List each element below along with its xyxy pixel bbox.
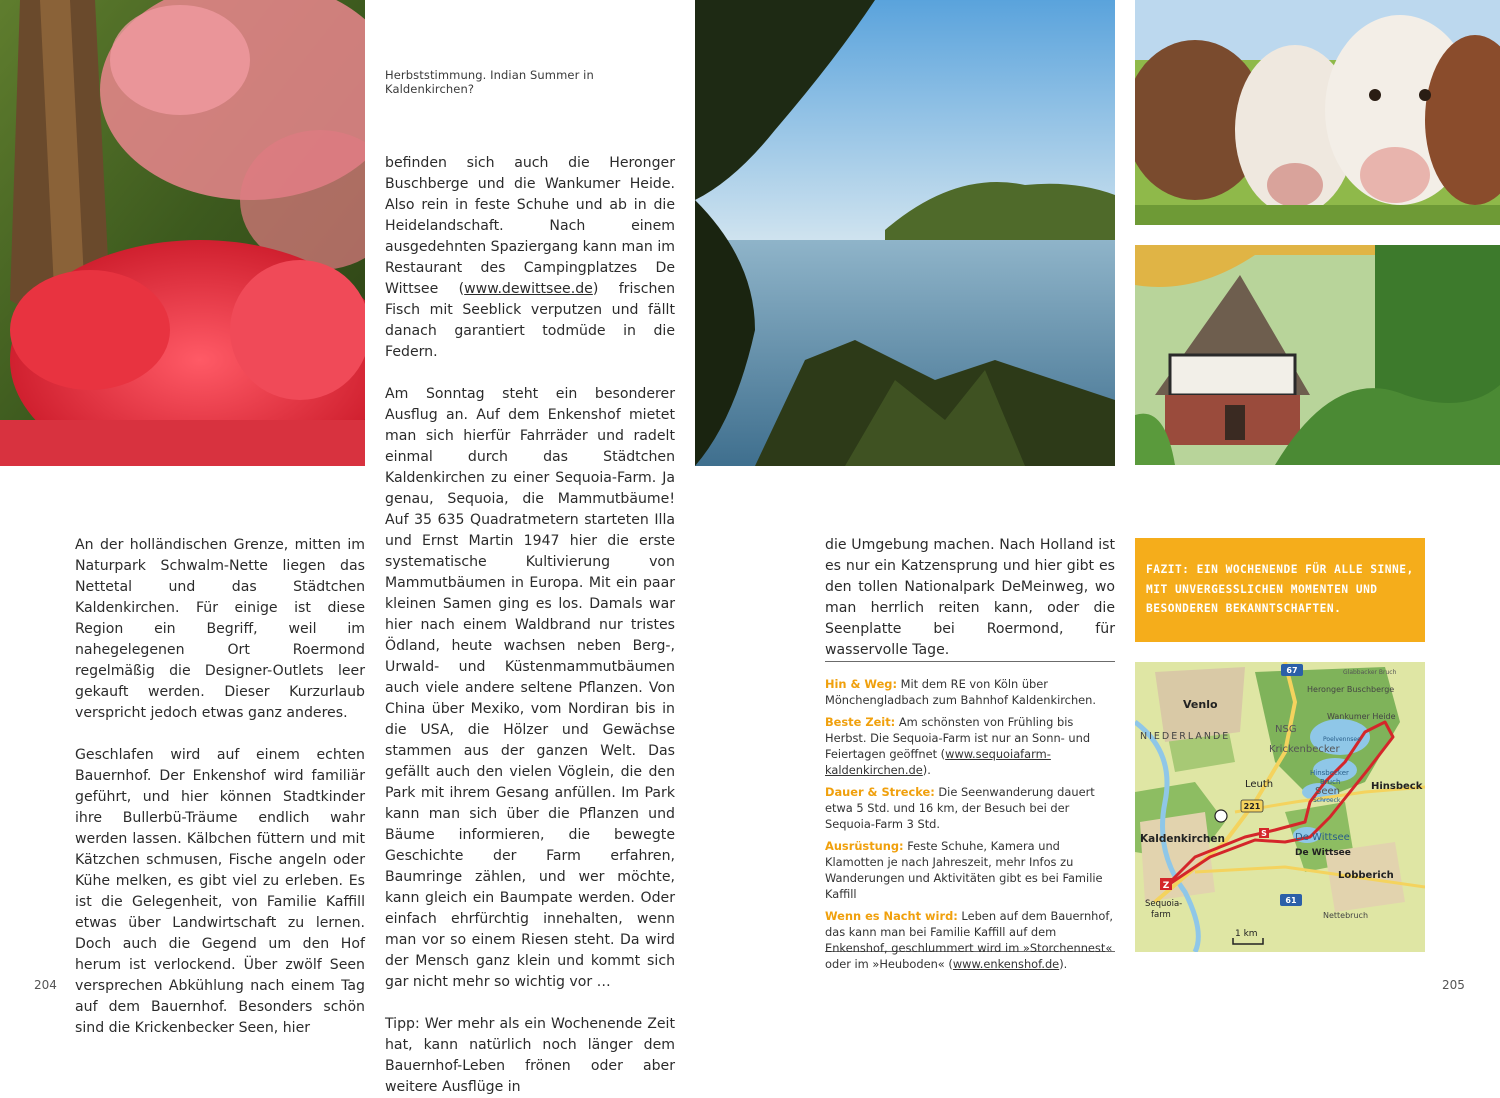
farmhouse-photo: [1135, 245, 1500, 465]
map-urban: [1140, 812, 1215, 902]
info-text-after: ).: [1059, 957, 1068, 971]
map-label-sequoia-1: Sequoia-: [1145, 899, 1183, 909]
fazit-line: MIT UNVERGESSLICHEN MOMENTEN UND: [1146, 582, 1378, 596]
road-badge-61-label: 61: [1285, 896, 1297, 905]
info-item: [825, 908, 1115, 972]
map-label-wankumer: Wankumer Heide: [1327, 712, 1396, 721]
page-number-right: 205: [1442, 978, 1465, 992]
info-box: [825, 661, 1115, 971]
info-text-after: ).: [922, 763, 931, 777]
info-label: Dauer & Strecke:: [825, 785, 935, 799]
lake-photo: [695, 0, 1115, 466]
paragraph: Am Sonntag steht ein besonderer Ausflug an. Auf dem Enkenshof mietet man sich hierfür Fahrräder und radelt einmal durch das Städtchen Kaldenkirchen zu einer Sequoia-Farm. Ja genau, Sequoia, die Mammutbäume! Auf 35 635 Quadratmetern starteten Illa und Ernst Martin 1947 hier die erste systematische Kultivierung von Mammutbäumen in Europa. Mit ein paar kleinen Samen ging es los. Damals war hier nach einem Waldbrand nur tristes Ödland, heute wachsen neben Berg-, Urwald- und Küstenmammutbäumen auch viele andere seltene Pflanzen. Von China über Mexiko, vom Nordiran bis in die USA, die Hölzer und Gewächse stammen aus der ganzen Welt. Das gefällt auch den vielen Vöglein, die den Park mit ihrem Gesang anfüllen. Im Park kann man sich über die Pflanzen und Bäume informieren, die bewegte Geschichte der Farm erfahren, Baumringe zählen, und wer möchte, kann gleich ein Baumpate werden. Oder einfach ehrfürchtig innehalten, wenn man vor so einem Riesen steht. Da wird der Mensch ganz klein und kommt sich gar nicht mehr so wichtig vor …: [385, 386, 675, 990]
map-label-venlo: Venlo: [1183, 698, 1218, 711]
info-item: [825, 714, 1115, 778]
road-badge-67-label: 67: [1286, 666, 1298, 675]
paragraph: befinden sich auch die Heronger Buschberge und die Wankumer Heide. Also rein in feste Schuhe und ab in die Heidelandschaft. Nach einem ausgedehnten Spaziergang kann man im Restaurant des Campingplatzes De Wittsee (www.dewittsee.de) frischen Fisch mit Seeblick verputzen und fällt danach garantiert todmüde in die Federn.: [385, 155, 675, 360]
info-text: Am schönsten von Frühling bis Herbst. Die Sequoia-Farm ist nur an Sonn- und Feiertagen geöffnet (: [825, 715, 1091, 761]
map-label-krickenbecker: Krickenbecker: [1269, 744, 1340, 755]
info-item: [825, 784, 1115, 832]
map-label-dewittsee: De Wittsee: [1295, 848, 1351, 858]
photo-caption: Herbststimmung. Indian Summer in Kaldenkirchen?: [385, 68, 594, 96]
map-label-hinsbecker: Hinsbecker: [1310, 769, 1349, 777]
route-map: [1135, 662, 1425, 952]
info-text: Mit dem RE von Köln über Mönchengladbach zum Bahnhof Kaldenkirchen.: [825, 677, 1097, 707]
azalea-photo: [0, 0, 365, 466]
map-label-nsg: NSG: [1275, 724, 1297, 735]
paragraph: Tipp: Wer mehr als ein Wochenende Zeit hat, kann natürlich noch länger dem Bauernhof-Leben frönen oder aber weitere Ausflüge in: [385, 1016, 675, 1095]
info-text: Die Seenwanderung dauert etwa 5 Std. und 16 km, der Besuch bei der Sequoia-Farm 3 Std.: [825, 785, 1095, 831]
station-icon: [1215, 810, 1227, 822]
info-item: [825, 676, 1115, 708]
paragraph: die Umgebung machen. Nach Holland ist es nur ein Katzensprung und hier gibt es den tollen Nationalpark DeMeinweg, wo man herrlich reiten kann, oder die Seenplatte bei Roermond, für wasservolle Tage.: [825, 537, 1115, 658]
paragraph: Geschlafen wird auf einem echten Bauernhof. Der Enkenshof wird familiär geführt, und hier können Stadtkinder ihre Bullerbü-Träume endlich wahr werden lassen. Kälbchen füttern und mit Kätzchen schmusen, Fische angeln oder Kühe melken, es gibt viel zu erleben. Es ist die Gelegenheit, von Familie Kaffill etwas über Landwirtschaft zu lernen. Doch auch die Gegend um den Hof herum ist verlockend. Über zwölf Seen versprechen Abkühlung nach einem Tag auf dem Bauernhof. Besonders schön sind die Krickenbecker Seen, hier: [75, 747, 365, 1036]
info-label: Ausrüstung:: [825, 839, 904, 853]
paragraph: An der holländischen Grenze, mitten im Naturpark Schwalm-Nette liegen das Nettetal und das Städtchen Kaldenkirchen. Für einige ist diese Region ein Begriff, weil im nahegelegenen Ort Roermond regelmäßig die Designer-Outlets leer gekauft werden. Dieser Kurzurlaub verspricht jedoch etwas ganz anderes.: [75, 537, 365, 721]
info-list: [825, 676, 1115, 972]
info-text: Feste Schuhe, Kamera und Klamotten je nach Jahreszeit, mehr Infos zu Wanderungen und Aktivitäten gibt es bei Familie Kaffill: [825, 839, 1103, 901]
text-column-2: [385, 153, 675, 1098]
info-text: Leben auf dem Bauernhof, das kann man bei Familie Kaffill auf dem Enkenshof, geschlummert wird im »Storchennest« oder im »Heuboden« (: [825, 909, 1113, 971]
map-label-bruch: Bruch: [1320, 778, 1341, 786]
fazit-line: FAZIT: EIN WOCHENENDE FÜR ALLE SINNE,: [1146, 563, 1414, 576]
cows-photo: [1135, 0, 1500, 225]
info-item: [825, 838, 1115, 902]
map-label-poelvennsee: Poelvennsee: [1323, 736, 1361, 743]
map-label-lobberich: Lobberich: [1338, 870, 1394, 881]
map-label-dewittsee-lake: De Wittsee: [1295, 832, 1350, 843]
road-badge-221-label: 221: [1243, 802, 1261, 811]
fazit-box: [1135, 538, 1425, 642]
map-label-niederlande: NIEDERLANDE: [1140, 731, 1231, 742]
map-label-heronger: Heronger Buschberge: [1307, 685, 1395, 694]
map-label-nettebruch: Nettebruch: [1323, 911, 1369, 920]
page-number-left: 204: [34, 978, 57, 992]
map-label-schroeck: Schroeck: [1313, 797, 1341, 804]
map-label-sequoia-2: farm: [1151, 910, 1171, 920]
start-marker-letter: Z: [1162, 881, 1170, 891]
text-column-1: [75, 535, 365, 1039]
map-label-leuth: Leuth: [1245, 779, 1274, 790]
map-label-hinsbeck: Hinsbeck: [1371, 781, 1423, 792]
fazit-line: BESONDEREN BEKANNTSCHAFTEN.: [1146, 602, 1342, 615]
info-label: Beste Zeit:: [825, 715, 896, 729]
map-label-kaldenkirchen: Kaldenkirchen: [1140, 833, 1225, 845]
dewittsee-link[interactable]: www.dewittsee.de: [464, 281, 593, 297]
map-scale-label: 1 km: [1235, 929, 1258, 939]
info-label: Wenn es Nacht wird:: [825, 909, 958, 923]
info-link[interactable]: www.enkenshof.de: [952, 957, 1060, 971]
map-label-glabbacker: Glabbacker Bruch: [1343, 669, 1397, 676]
text-column-3: [825, 535, 1115, 661]
info-link[interactable]: www.sequoiafarm-kaldenkirchen.de: [825, 747, 1051, 777]
map-label-seen: Seen: [1315, 786, 1340, 797]
info-label: Hin & Weg:: [825, 677, 898, 691]
s-marker-letter: S: [1261, 829, 1267, 838]
